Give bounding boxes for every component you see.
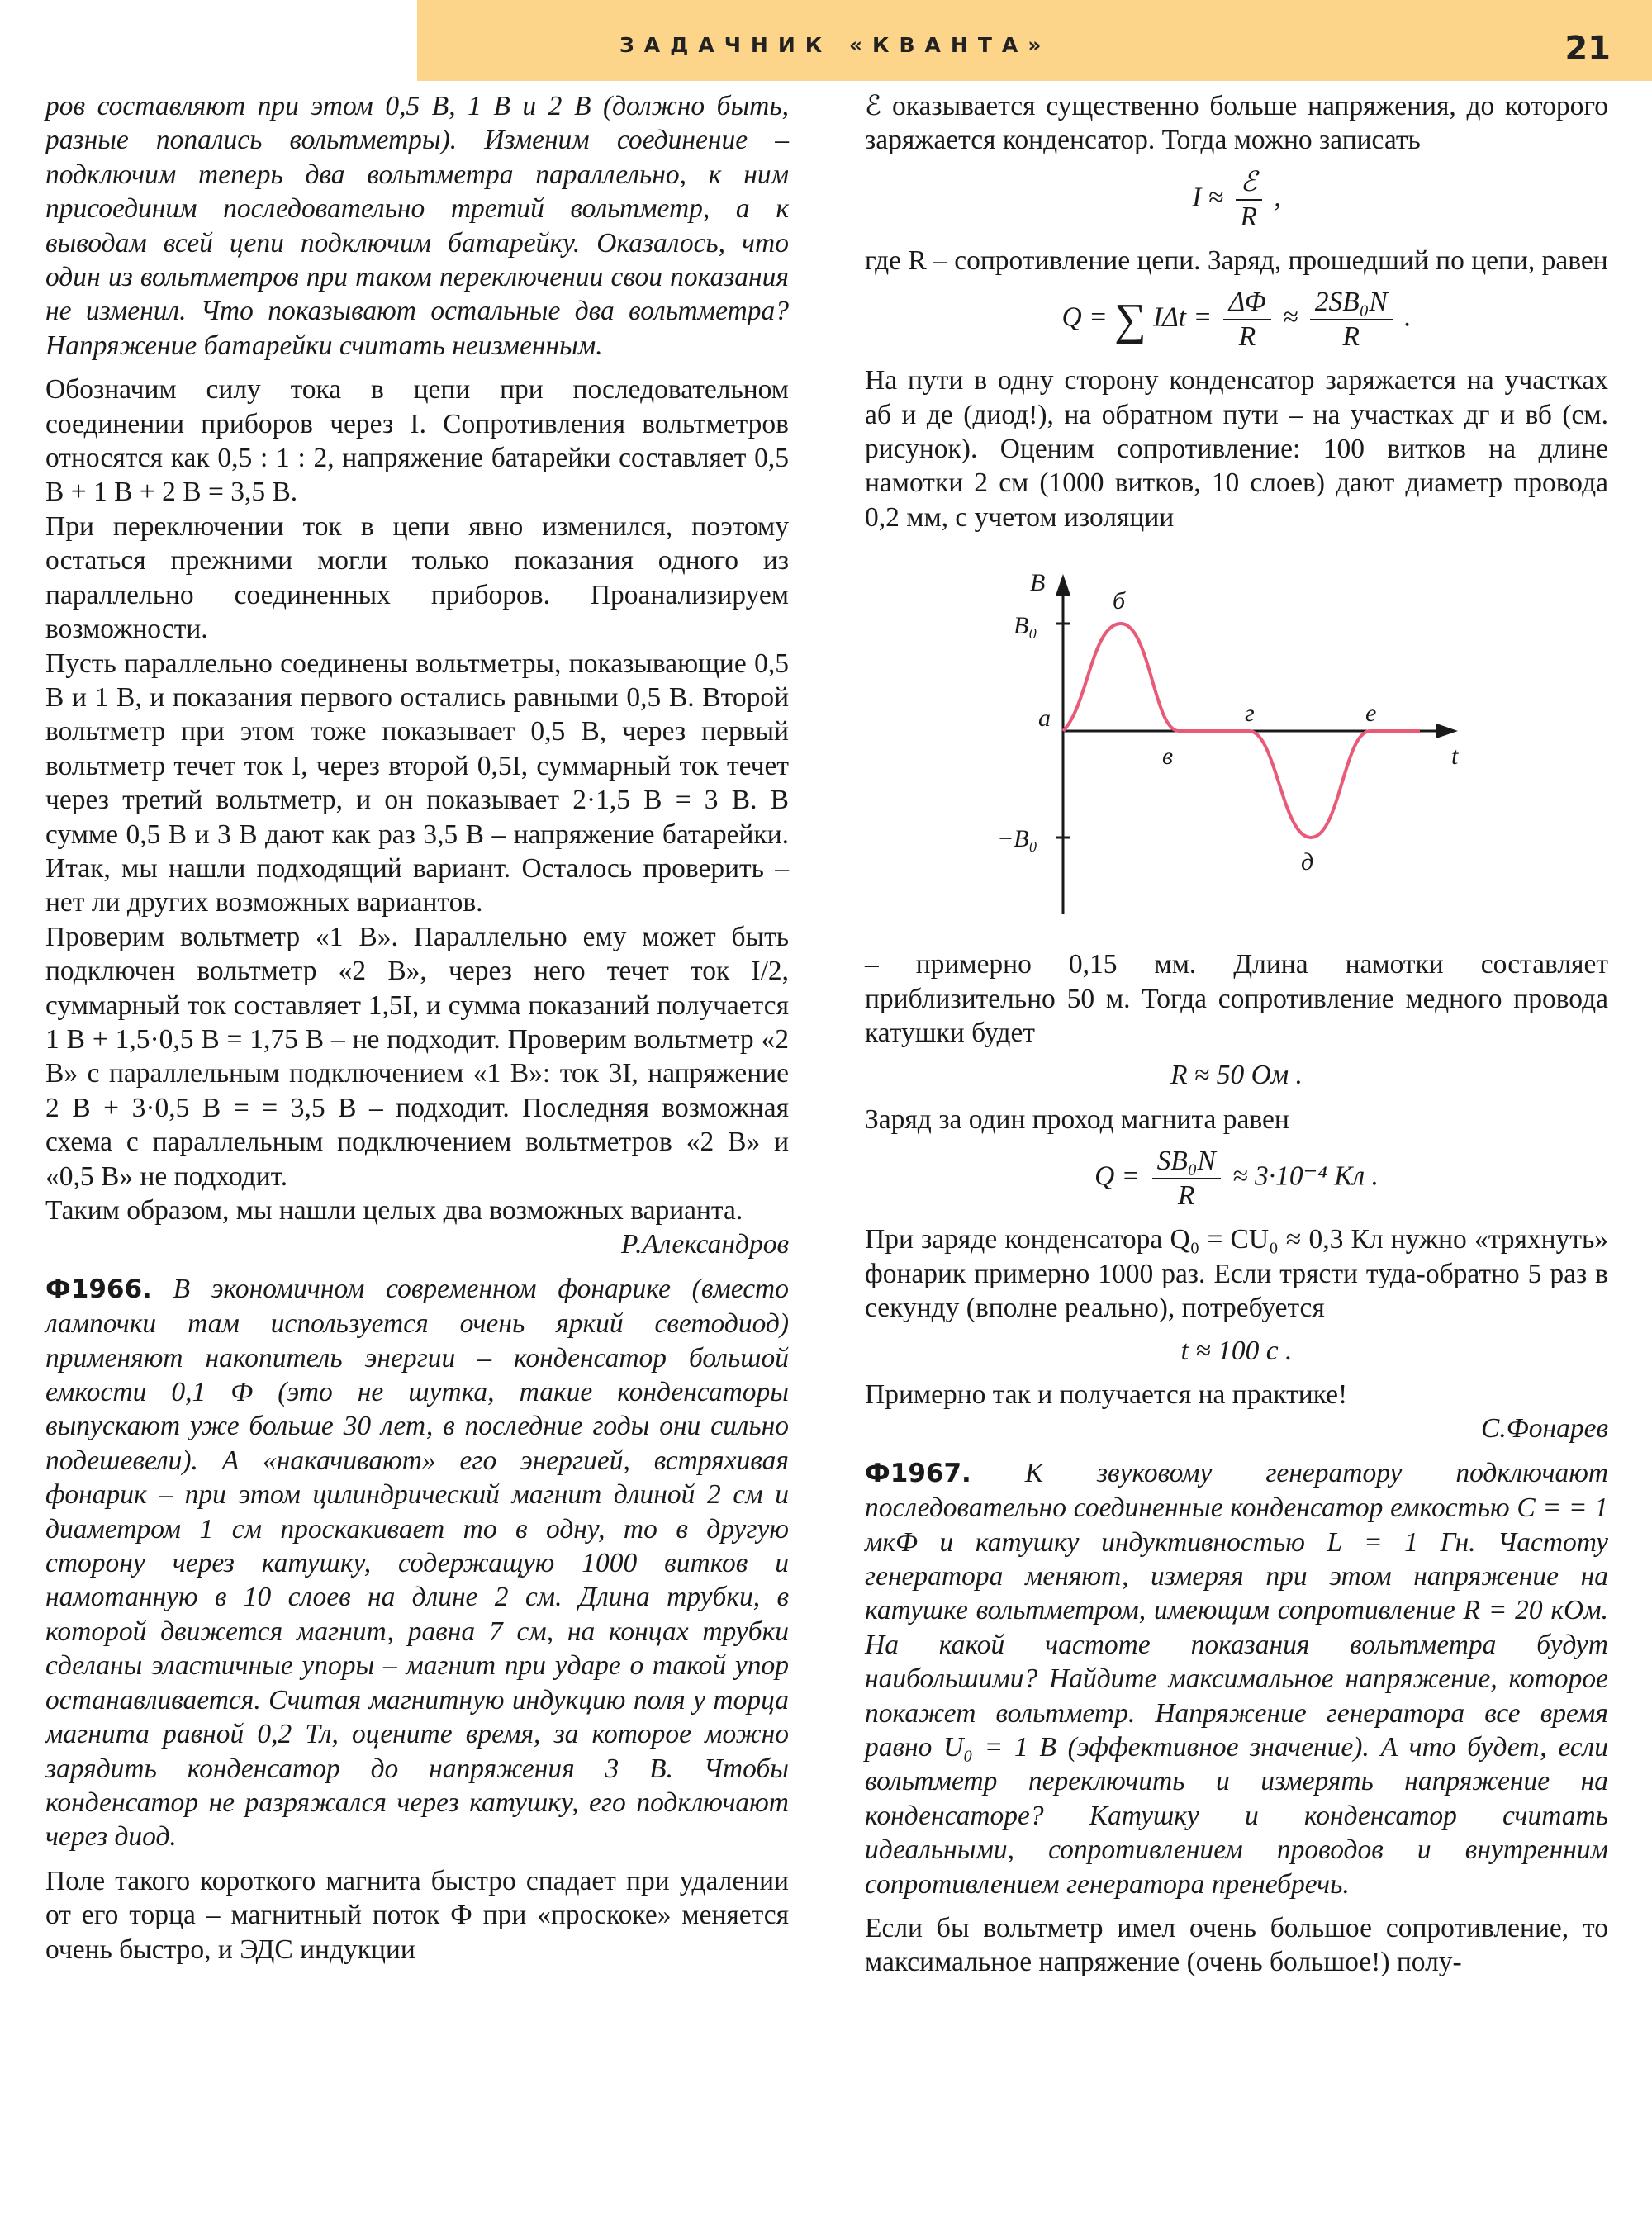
label-b0: B₀ <box>1014 612 1037 640</box>
problem-text-continued: ров составляют при этом 0,5 В, 1 В и 2 В (должно быть, разные попались вольтметры). Изменим соединение – подключим теперь два вольтметра параллельно, к ним присоединим последовательно третий вольтметр, а к выводам всей цепи подключим батарейку. Оказалось, что один из вольтметров при таком переключении свои показания не изменил. Что показывают остальные два вольтметра? Напряжение батарейки считать неизменным. <box>45 91 789 361</box>
label-point-a: а <box>1038 705 1051 733</box>
fraction-denominator: R <box>1238 321 1256 353</box>
solution-paragraph: ℰ оказывается существенно больше напряжения, до которого заряжается конденсатор. Тогда можно записать <box>865 91 1608 156</box>
label-point-d: д <box>1301 848 1314 876</box>
formula-lhs: Q = <box>1061 301 1108 333</box>
fraction-numerator: ℰ <box>1236 166 1262 201</box>
fraction-numerator: 2SB₀N <box>1310 286 1393 320</box>
solution-paragraph: Пусть параллельно соединены вольтметры, показывающие 0,5 В и 1 В, и показания первого остались равными 0,5 В. Второй вольтметр при этом тоже показывает 0,5 В, через первый вольтметр течет ток I, через второй 0,5I, суммарный ток течет через третий вольтметр, и он показывает 2·1,5 В = 3 В. В сумме 0,5 В и 3 В дают как раз 3,5 В – напряжение батарейки. Итак, мы нашли подходящий вариант. Осталось проверить – нет ли других возможных вариантов. <box>45 648 789 918</box>
sum-symbol: ∑ <box>1114 294 1146 344</box>
problem-statement: В экономичном современном фонарике (вместо лампочки там используется очень яркий светодиод) применяют накопитель энергии – конденсатор большой емкости 0,1 Ф (это не шутка, такие конденсаторы выпускают уже больше 30 лет, в последние годы они сильно подешевели). А «накачивают» его энергией, встряхивая фонарик – при этом цилиндрический магнит длиной 2 см и диаметром 1 см проскакивает то в одну, то в другую сторону через катушку, содержащую 1000 витков и намотанную в 10 слоев на длине 2 см. Длина трубки, в которой движется магнит, равна 7 см, на концах трубки сделаны эластичные упоры – магнит при ударе о такой упор останавливается. Считая магнитную индукцию поля у торца магнита равной 0,2 Тл, оцените время, за которое можно зарядить конденсатор до напряжения 3 В. Чтобы конденсатор не разряжался через катушку, его подключают через диод. <box>45 1273 789 1853</box>
fraction <box>1152 1145 1221 1212</box>
solution-paragraph: Обозначим силу тока в цепи при последовательном соединении приборов через I. Сопротивления вольтметров относятся как 0,5 : 1 : 2, напряжение батарейки составляет 0,5 В + 1 В + 2 В = 3,5 В. <box>45 374 789 508</box>
author-signature: Р.Александров <box>620 1229 789 1260</box>
induction-graph <box>865 567 1608 923</box>
label-point-v: в <box>1162 743 1174 771</box>
fraction-denominator: R <box>1342 321 1360 353</box>
formula-end: , <box>1274 182 1281 213</box>
formula-time: t ≈ 100 с . <box>1180 1335 1293 1366</box>
solution-paragraph: – примерно 0,15 мм. Длина намотки составляет приблизительно 50 м. Тогда сопротивление медного провода катушки будет <box>865 949 1608 1049</box>
problem-f1967 <box>865 1456 1608 1901</box>
solution-paragraph: При переключении ток в цепи явно изменился, поэтому остаться прежними могли только показания одного из параллельно соединенных приборов. Проанализируем возможности. <box>45 510 789 645</box>
label-point-e: е <box>1365 700 1377 728</box>
solution-paragraph: Если бы вольтметр имел очень большое сопротивление, то максимальное напряжение (очень большое!) полу- <box>865 1913 1608 1978</box>
solution-paragraph: где R – сопротивление цепи. Заряд, прошедший по цепи, равен <box>865 244 1608 276</box>
solution-paragraph: Проверим вольтметр «1 В». Параллельно ему может быть подключен вольтметр «2 В», через него течет ток I/2, суммарный ток составляет 1,5I, и сумма показаний получается 1 В + 1,5·0,5 В = 1,75 В – не подходит. Проверим вольтметр «2 В» с параллельным подключением «1 В»: ток 3I, напряжение 2 В + 3·0,5 В = = 3,5 В – подходит. Последняя возможная схема с параллельным подключением вольтметров «2 В» и «0,5 В» не подходит. <box>45 921 789 1192</box>
formula-rhs: ≈ 3·10⁻⁴ Кл . <box>1232 1160 1379 1192</box>
solution-paragraph: Заряд за один проход магнита равен <box>865 1103 1289 1135</box>
problem-number: Ф1967. <box>865 1458 971 1488</box>
page-number: 21 <box>1564 30 1611 68</box>
approx-sign: ≈ <box>1282 301 1298 333</box>
problem-statement: К звуковому генератору подключают последовательно соединенные конденсатор емкостью C = = 1 мкФ и катушку индуктивностью L = 1 Гн. Частоту генератора меняют, измеряя при этом напряжение на катушке вольтметром, имеющим сопротивление R = 20 кОм. На какой частоте показания вольтметра будут наибольшими? Найдите максимальное напряжение, которое покажет вольтметр. Напряжение генератора все время равно U₀ = 1 В (эффективное значение). А что будет, если вольтметр переключить и измерять напряжение на конденсаторе? Катушку и конденсатор считать идеальными, сопротивлением проводов и внутренним сопротивлением генератора пренебречь. <box>865 1457 1609 1900</box>
formula-current <box>865 166 1608 234</box>
label-point-b: б <box>1113 587 1126 615</box>
formula-charge <box>865 286 1608 354</box>
fraction-numerator: ΔΦ <box>1223 286 1270 320</box>
formula-lhs: Q = <box>1094 1160 1141 1192</box>
fraction-numerator: SB₀N <box>1152 1145 1221 1179</box>
induction-graph-svg <box>865 567 1608 923</box>
label-neg-b0: −B₀ <box>997 825 1037 853</box>
right-column <box>865 89 1608 1980</box>
author-signature: С.Фонарев <box>1481 1413 1608 1445</box>
fraction-denominator: R <box>1178 1180 1195 1212</box>
problem-f1966 <box>45 1272 789 1854</box>
fraction <box>1310 286 1393 354</box>
label-point-g: г <box>1245 700 1255 728</box>
x-axis-arrow <box>1436 724 1458 738</box>
solution-paragraph: При заряде конденсатора Q₀ = CU₀ ≈ 0,3 Кл нужно «тряхнуть» фонарик примерно 1000 раз. Если трясти туда-обратно 5 раз в секунду (вполне реально), потребуется <box>865 1224 1608 1324</box>
fraction <box>1236 166 1262 234</box>
fraction-denominator: R <box>1240 201 1257 232</box>
solution-paragraph: Поле такого короткого магнита быстро спадает при удалении от его торца – магнитный поток Ф при «проскоке» меняется очень быстро, и ЭДС индукции <box>45 1865 789 1965</box>
left-column <box>45 89 789 1967</box>
formula-charge-single <box>865 1145 1608 1212</box>
solution-paragraph: Таким образом, мы нашли целых два возможных варианта. <box>45 1195 743 1226</box>
label-axis-x: t <box>1451 743 1459 771</box>
y-axis-arrow <box>1056 574 1070 596</box>
fraction <box>1223 286 1270 354</box>
formula-term: IΔt = <box>1152 301 1213 333</box>
running-header-title: ЗАДАЧНИК «КВАНТА» <box>620 33 1051 57</box>
label-axis-y: B <box>1030 569 1046 597</box>
solution-paragraph: На пути в одну сторону конденсатор заряжается на участках аб и де (диод!), на обратном пути – на участках дг и вб (см. рисунок). Оценим сопротивление: 100 витков на длине намотки 2 см (1000 витков, 10 слоев) дают диаметр провода 0,2 мм, с учетом изоляции <box>865 365 1608 533</box>
solution-paragraph: Примерно так и получается на практике! <box>865 1378 1348 1410</box>
formula-resistance: R ≈ 50 Ом . <box>1170 1060 1303 1091</box>
formula-end: . <box>1404 301 1412 333</box>
problem-number: Ф1966. <box>45 1274 152 1304</box>
formula-lhs: I ≈ <box>1192 182 1224 213</box>
